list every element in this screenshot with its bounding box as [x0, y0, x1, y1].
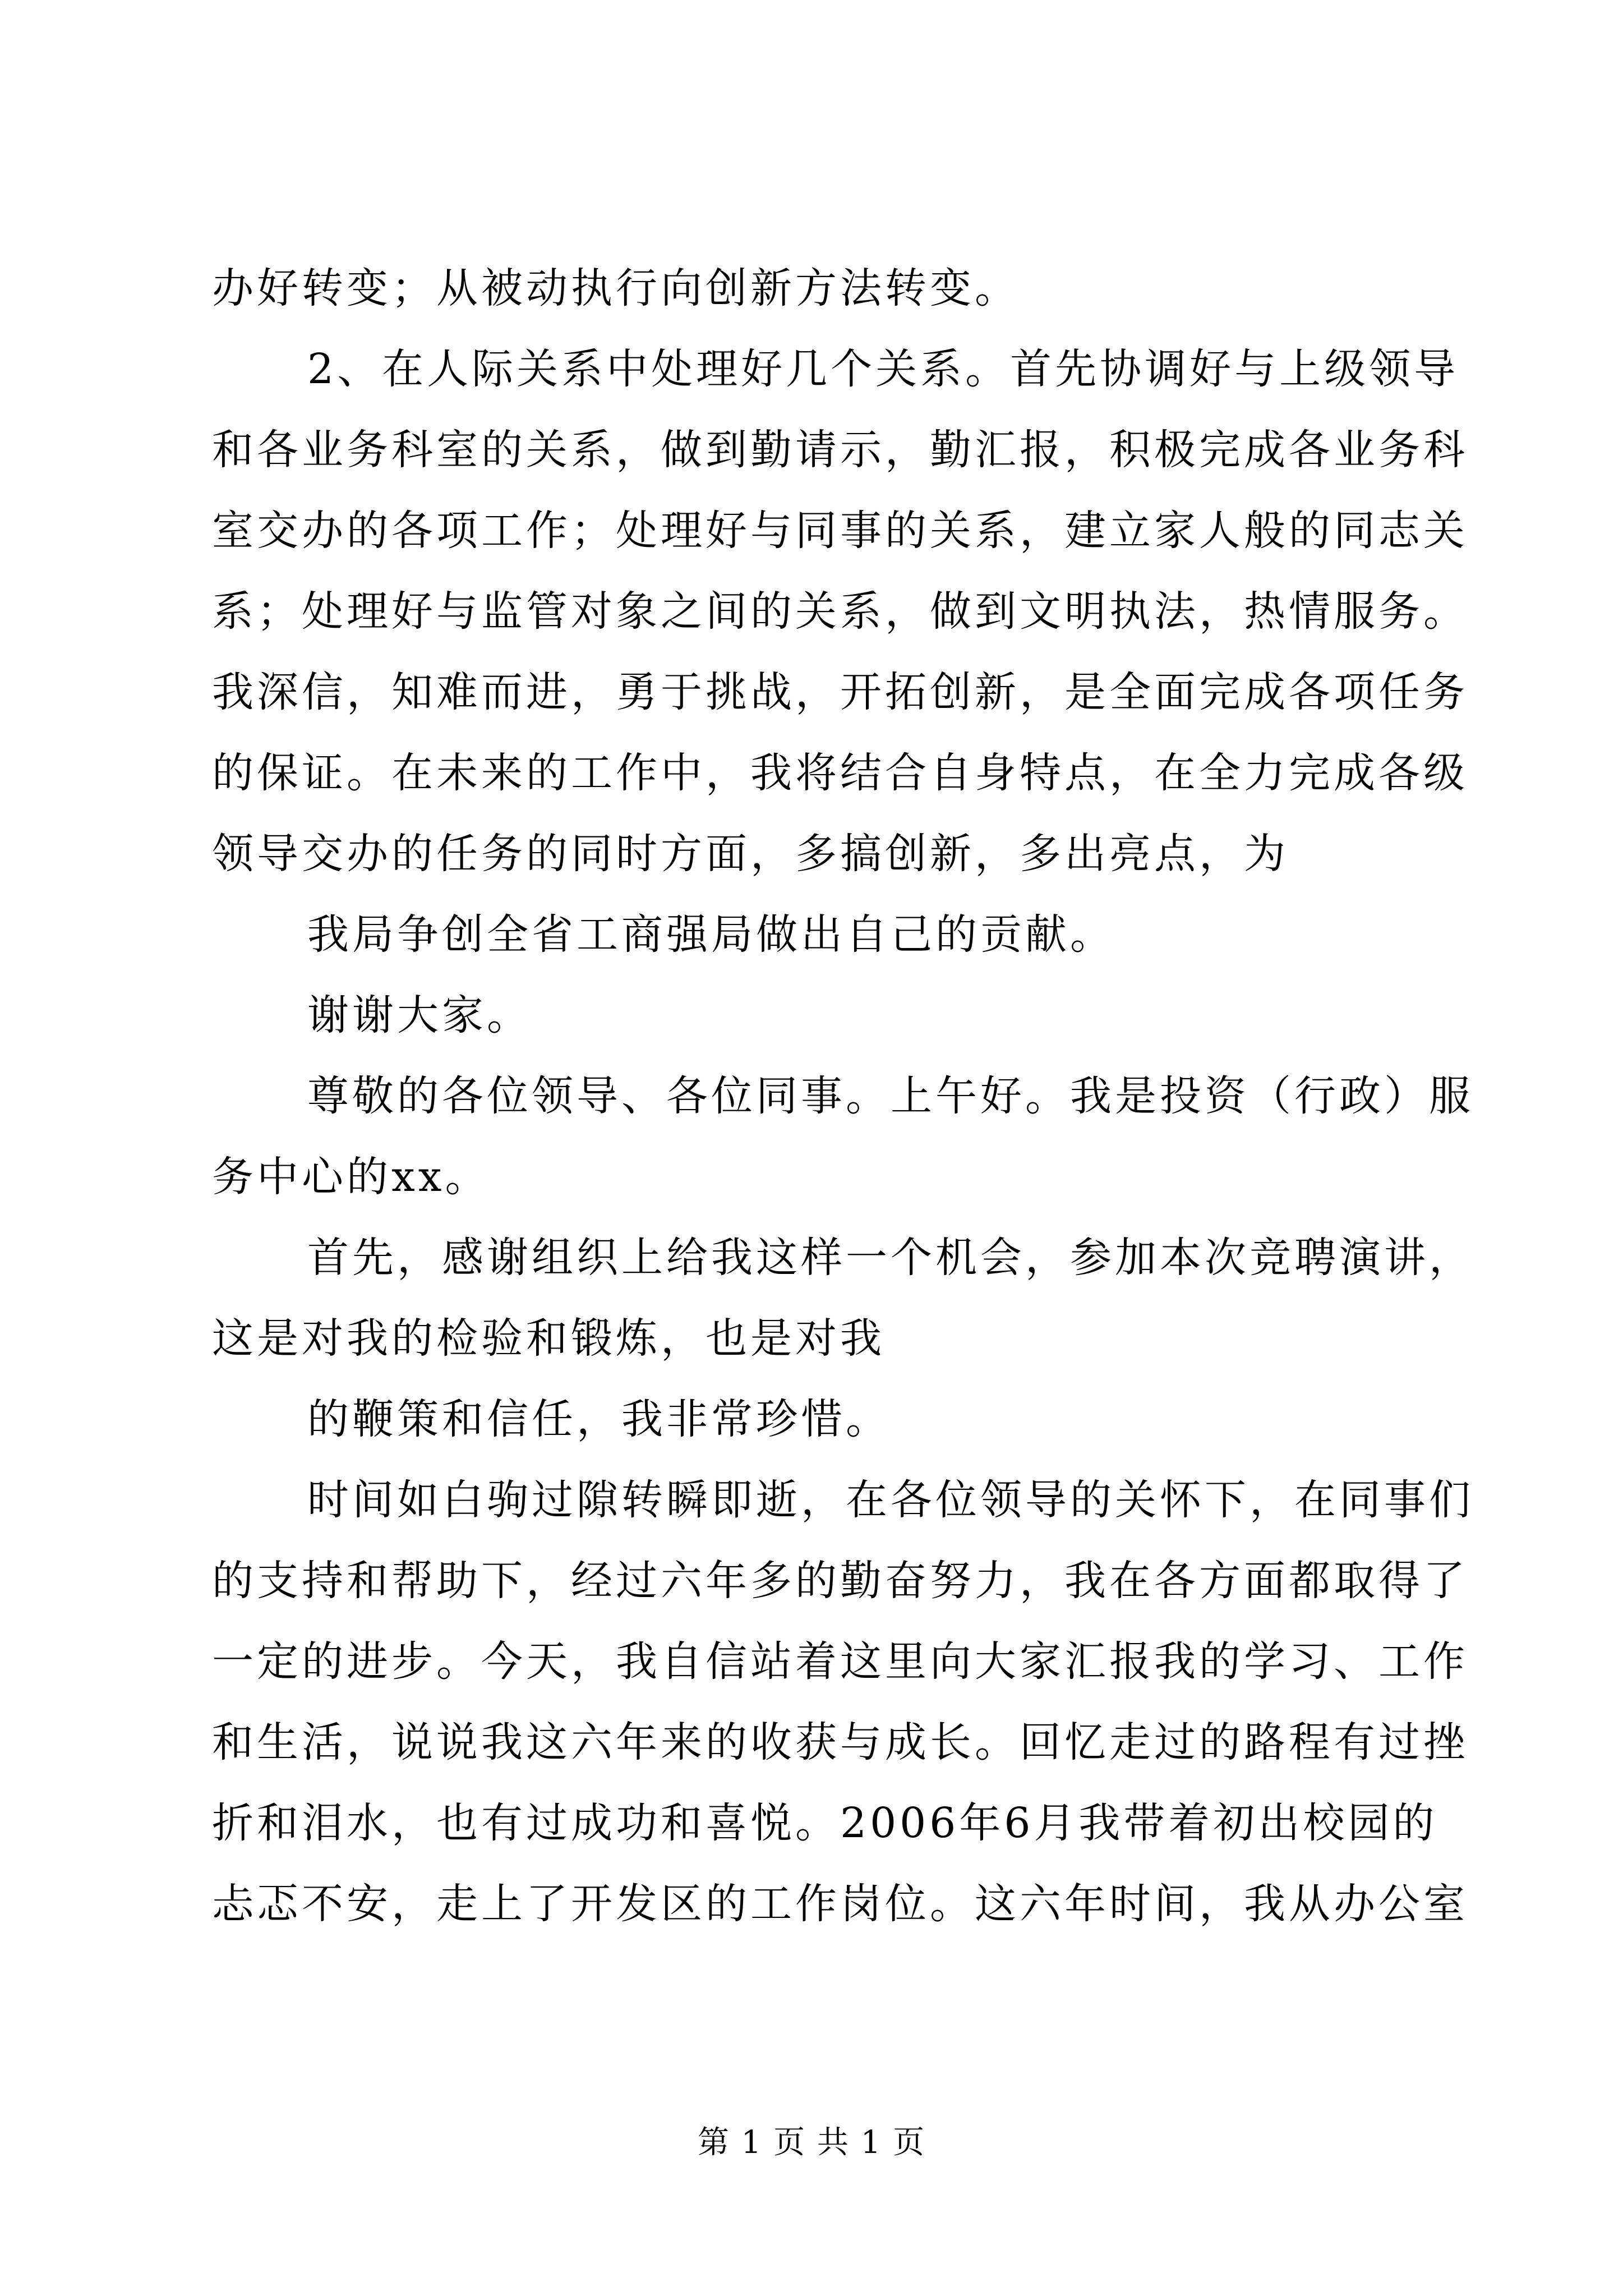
text-line: 和生活，说说我这六年来的收获与成长。回忆走过的路程有过挫 [212, 1718, 1468, 1766]
text-line: 2、在人际关系中处理好几个关系。首先协调好与上级领导 [307, 345, 1459, 393]
text-line: 务中心的xx。 [212, 1153, 490, 1201]
text-line: 领导交办的任务的同时方面，多搞创新，多出亮点，为 [212, 830, 1289, 878]
text-line: 一定的进步。今天，我自信站着这里向大家汇报我的学习、工作 [212, 1637, 1468, 1686]
text-line: 谢谢大家。 [307, 991, 532, 1039]
body-text [212, 248, 1474, 1944]
text-line: 这是对我的检验和锻炼，也是对我 [212, 1314, 885, 1363]
text-line: 折和泪水，也有过成功和喜悦。2006年6月我带着初出校园的 [212, 1799, 1438, 1847]
text-line: 首先，感谢组织上给我这样一个机会，参加本次竞聘演讲， [307, 1234, 1474, 1282]
text-line: 和各业务科室的关系，做到勤请示，勤汇报，积极完成各业务科 [212, 426, 1468, 474]
text-line: 忐忑不安，走上了开发区的工作岗位。这六年时间，我从办公室 [212, 1880, 1468, 1928]
text-line: 系；处理好与监管对象之间的关系，做到文明执法，热情服务。 [212, 587, 1468, 636]
page-number-footer: 第 1 页 共 1 页 [697, 2124, 926, 2161]
text-line: 时间如白驹过隙转瞬即逝，在各位领导的关怀下，在同事们 [307, 1476, 1474, 1524]
text-line: 我深信，知难而进，勇于挑战，开拓创新，是全面完成各项任务 [212, 668, 1468, 716]
text-line: 尊敬的各位领导、各位同事。上午好。我是投资（行政）服 [307, 1072, 1474, 1120]
text-line: 的支持和帮助下，经过六年多的勤奋努力，我在各方面都取得了 [212, 1557, 1468, 1605]
text-line: 办好转变；从被动执行向创新方法转变。 [212, 264, 1020, 312]
text-line: 的鞭策和信任，我非常珍惜。 [307, 1395, 891, 1443]
text-line: 的保证。在未来的工作中，我将结合自身特点，在全力完成各级 [212, 749, 1468, 797]
text-line: 我局争创全省工商强局做出自己的贡献。 [307, 910, 1115, 959]
text-line: 室交办的各项工作；处理好与同事的关系，建立家人般的同志关 [212, 507, 1468, 555]
